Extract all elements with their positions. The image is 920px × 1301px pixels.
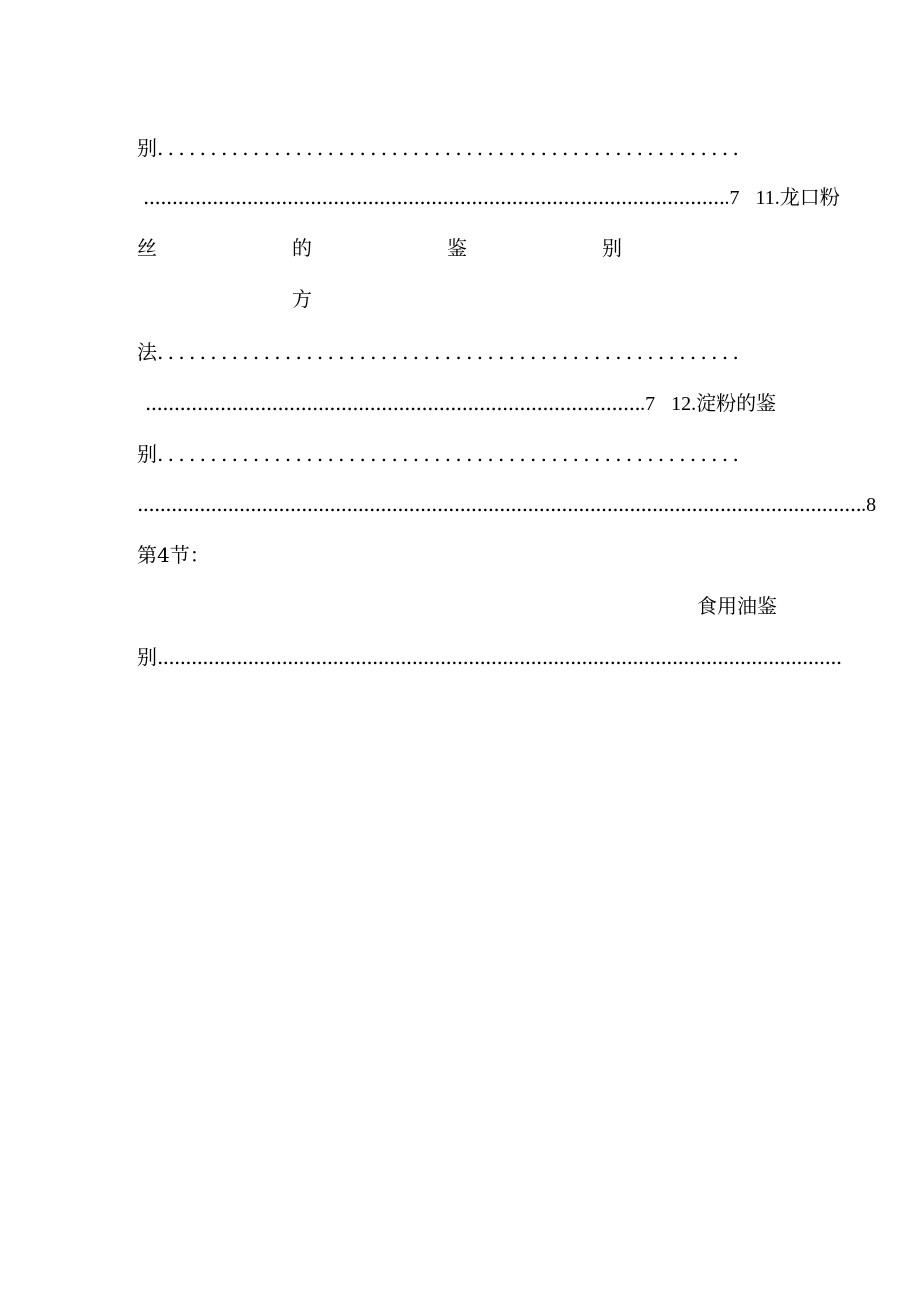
toc-text: 别 [602, 236, 622, 260]
toc-line-6 [145, 390, 776, 416]
toc-leader: ....................................................... [157, 442, 744, 466]
toc-leader: ...................................................................................... [145, 391, 641, 415]
section-label: 第4节： [137, 543, 210, 567]
toc-line-11 [137, 644, 842, 670]
toc-page-number-visible: .7 [724, 187, 740, 209]
toc-section-heading [137, 542, 210, 568]
toc-page-number-visible: .8 [861, 494, 877, 516]
toc-entry-title: 12.淀粉的鉴 [671, 393, 777, 415]
toc-text: 法 [137, 340, 157, 364]
toc-page-number-visible: .7 [640, 393, 656, 415]
toc-line-10 [697, 593, 777, 619]
toc-entry-title: 食用油鉴 [697, 594, 777, 618]
toc-line-3 [137, 235, 622, 261]
toc-text: 别 [137, 645, 157, 669]
toc-text: 丝 [137, 236, 157, 260]
toc-entry-title: 11.龙口粉 [755, 187, 840, 209]
toc-line-1 [137, 135, 743, 161]
toc-text: 的 [292, 236, 312, 260]
toc-line-7 [137, 441, 743, 467]
toc-leader: ....................................................... [157, 340, 744, 364]
toc-text: 别 [137, 442, 157, 466]
toc-text: 别 [137, 136, 157, 160]
toc-line-2 [143, 184, 840, 210]
toc-line-8 [137, 491, 876, 517]
toc-leader: ..................................................................................................... [143, 185, 725, 209]
toc-line-4 [292, 286, 312, 312]
toc-line-5 [137, 339, 743, 365]
toc-text: 方 [292, 287, 312, 311]
toc-leader: ....................................................... [157, 136, 744, 160]
toc-leader: ......................................................................................................................... [157, 645, 842, 669]
toc-text: 鉴 [447, 236, 467, 260]
toc-leader: ................................................................................................................................ [137, 492, 862, 516]
